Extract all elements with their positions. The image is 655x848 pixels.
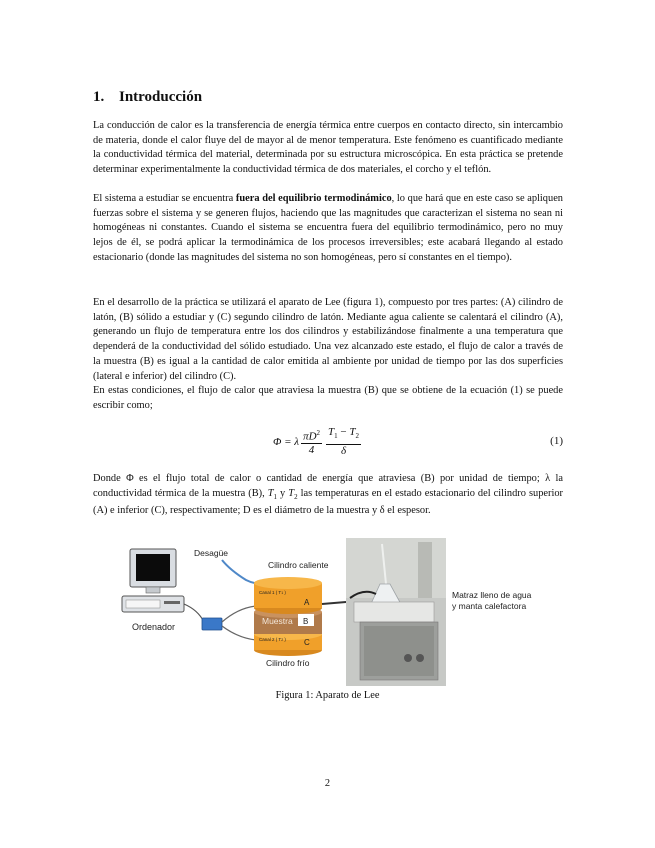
fraction-denominator: δ xyxy=(340,444,347,457)
probe-wire-2 xyxy=(222,626,256,640)
fraction-numerator xyxy=(301,427,322,445)
paragraph-intro: La conducción de calor es la transferencia de energía térmica entre cuerpos en contacto directo, sin intercambio de materia, donde el calor fluye del de mayor al de menor temperatura. Este fenómeno es cuantificado mediante la conductividad térmica del material, determinada por su estructura microscópica. En esta práctica se pretende determinar experimentalmente la conductividad térmica de dos materiales, el corcho y el teflón. xyxy=(93,120,563,176)
label-matraz-2: y manta calefactora xyxy=(452,601,527,611)
fraction-denominator: 4 xyxy=(308,444,315,457)
label-cilindro-frio: Cilindro frío xyxy=(266,658,310,668)
subscript: 1 xyxy=(334,432,338,441)
label-canal-2: Canal 2 ( T2 ) xyxy=(259,637,286,642)
connecting-tube xyxy=(322,602,346,604)
page-number: 2 xyxy=(324,778,331,789)
figure-lee-apparatus xyxy=(118,538,538,686)
equation-lhs: Φ = λ xyxy=(273,436,300,448)
fraction-numerator xyxy=(326,426,361,444)
subscript: 2 xyxy=(294,492,298,501)
paragraph-text: Donde Φ es el flujo total de calor o cantidad de energía que atraviesa (B) por unidad de tiempo; λ la conductividad térmica de la muestra (B), xyxy=(93,473,563,499)
computer-cable xyxy=(184,604,204,622)
label-desague: Desagüe xyxy=(194,548,229,558)
label-cilindro-caliente: Cilindro caliente xyxy=(268,560,329,570)
paragraph-definitions xyxy=(93,472,563,519)
label-ordenador: Ordenador xyxy=(132,622,176,632)
fraction-area xyxy=(301,427,322,458)
probe-wire-1 xyxy=(222,606,256,622)
exponent: 2 xyxy=(316,428,321,437)
subscript: 2 xyxy=(355,432,359,441)
photo-heating-apparatus xyxy=(346,538,446,686)
section-number: 1. xyxy=(93,89,105,105)
section-title: Introducción xyxy=(119,89,203,105)
symbol: T xyxy=(267,487,274,499)
label-b: B xyxy=(303,617,309,626)
numerator-text: πD xyxy=(303,430,317,443)
paragraph-text: El sistema a estudiar se encuentra xyxy=(93,193,236,204)
paragraph-system xyxy=(93,192,563,266)
section-heading xyxy=(93,89,202,106)
equation-number: (1) xyxy=(550,435,563,447)
paragraph-text: y xyxy=(277,487,289,499)
operator: − xyxy=(337,426,350,439)
label-a: A xyxy=(304,598,310,607)
bold-phrase: fuera del equilibrio termodinámico xyxy=(235,193,392,204)
figure-caption: Figura 1: Aparato de Lee xyxy=(275,690,380,701)
computer-icon xyxy=(122,549,184,612)
symbol: T xyxy=(288,487,295,499)
paragraph-text: las temperaturas en el estado estacionario del cilindro superior (A) e inferior (C), respectivamente; D es el diámetro de la muestra y δ el espesor. xyxy=(93,487,564,517)
symbol: T xyxy=(349,426,356,439)
label-muestra: Muestra xyxy=(262,616,293,626)
paragraph-text: , lo que hará que en este caso se apliquen fuerzas sobre el sistema y se generen flujos, haciendo que las magnitudes que caracterizan el sistema no sean ni homogéneas ni constantes. Cuando el sistema se encuentra fuera del equilibrio termodinámico, pero no muy lejos de él, se podrá aplicar la termodinámica de los procesos irreversibles; este acabará llegando al estado estacionario (donde las magnitudes del sistema no son homogéneas, pero sí constantes en el tiempo). xyxy=(93,193,564,263)
subscript: 1 xyxy=(273,492,278,501)
label-c: C xyxy=(304,638,310,647)
equation-1 xyxy=(93,425,563,459)
paragraph-conditions: En estas condiciones, el flujo de calor que atraviesa la muestra (B) que se obtiene de la ecuación (1) se puede escribir como; xyxy=(93,385,563,411)
label-canal-1: Canal 1 ( T1 ) xyxy=(259,590,286,595)
label-matraz-1: Matraz lleno de agua xyxy=(452,590,532,600)
interface-box xyxy=(202,618,222,630)
symbol: T xyxy=(328,426,335,439)
fraction-gradient xyxy=(326,426,361,457)
equation-body xyxy=(273,425,363,459)
paragraph-lee-apparatus: En el desarrollo de la práctica se utilizará el aparato de Lee (figura 1), compuesto por tres partes: (A) cilindro de latón, (B) sólido a estudiar y (C) segundo cilindro de latón. Mediante agua caliente se calentará el cilindro (A), generando un flujo de temperatura entre los dos cilindros y estabilizándose finalmente a una temperatura que dependerá de la conductividad del sólido estudiado. Una vez alcanzado este estado, el flujo de calor a través de la muestra (B) es igual a la cantidad de calor emitida al ambiente por unidad de tiempo por las dos superficies (lateral e inferior) del cilindro (C). xyxy=(93,297,563,382)
